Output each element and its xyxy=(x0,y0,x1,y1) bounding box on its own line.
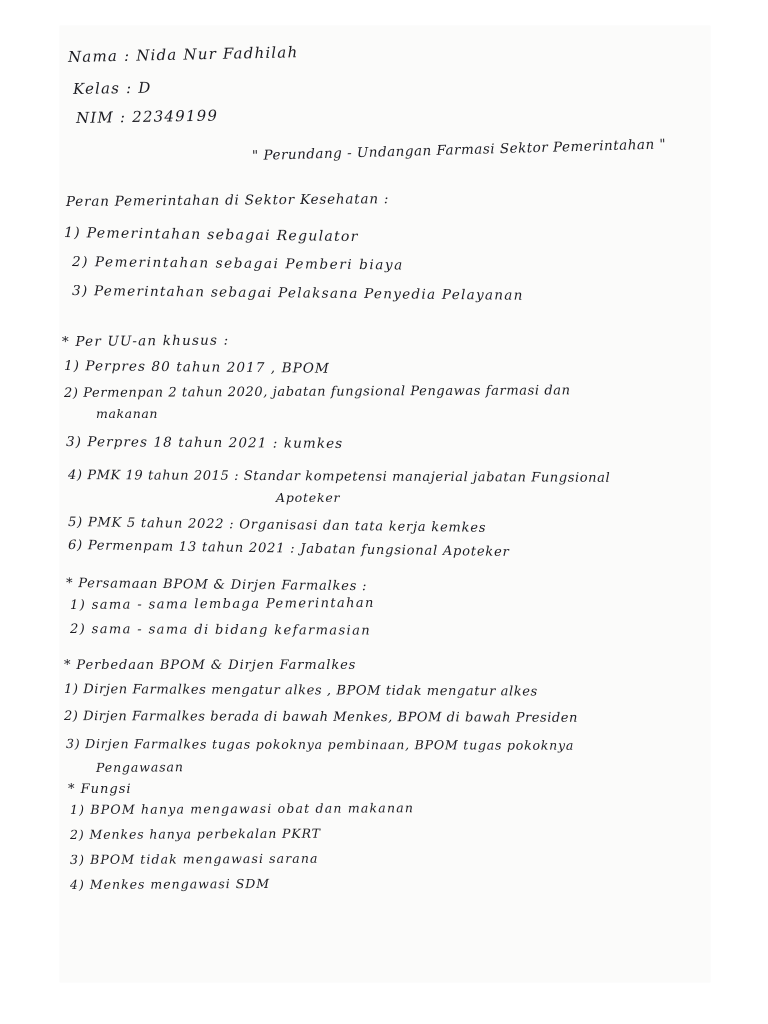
peruuan-item-4-cont: Apoteker xyxy=(276,490,341,505)
student-nim: NIM : 22349199 xyxy=(75,106,219,127)
peran-item-3: 3) Pemerintahan sebagai Pelaksana Penyedia Pelayanan xyxy=(71,283,524,304)
fungsi-item-1: 1) BPOM hanya mengawasi obat dan makanan xyxy=(69,800,415,817)
peruuan-item-4: 4) PMK 19 tahun 2015 : Standar kompetensi manajerial jabatan Fungsional xyxy=(67,468,611,486)
page-title: " Perundang - Undangan Farmasi Sektor Pemerintahan " xyxy=(251,136,667,164)
fungsi-item-2: 2) Menkes hanya perbekalan PKRT xyxy=(69,825,321,842)
peruuan-item-2-cont: makanan xyxy=(96,406,159,421)
peruuan-item-1: 1) Perpres 80 tahun 2017 , BPOM xyxy=(63,358,330,377)
fungsi-heading: * Fungsi xyxy=(68,782,132,797)
perbedaan-heading: * Perbedaan BPOM & Dirjen Farmalkes xyxy=(64,658,357,673)
peruuan-item-6: 6) Permenpam 13 tahun 2021 : Jabatan fungsional Apoteker xyxy=(67,538,510,560)
student-class: Kelas : D xyxy=(72,78,152,98)
student-name: Nama : Nida Nur Fadhilah xyxy=(67,43,299,66)
perbedaan-item-1: 1) Dirjen Farmalkes mengatur alkes , BPOM tidak mengatur alkes xyxy=(63,682,538,700)
perbedaan-item-3-cont: Pengawasan xyxy=(95,759,184,775)
peruuan-heading: * Per UU-an khusus : xyxy=(61,332,230,350)
persamaan-heading: * Persamaan BPOM & Dirjen Farmalkes : xyxy=(65,576,368,595)
persamaan-item-2: 2) sama - sama di bidang kefarmasian xyxy=(69,622,372,639)
persamaan-item-1: 1) sama - sama lembaga Pemerintahan xyxy=(69,595,375,613)
perbedaan-item-3: 3) Dirjen Farmalkes tugas pokoknya pembinaan, BPOM tugas pokoknya xyxy=(65,736,575,753)
fungsi-item-3: 3) BPOM tidak mengawasi sarana xyxy=(69,850,319,867)
peruuan-item-3: 3) Perpres 18 tahun 2021 : kumkes xyxy=(65,434,344,452)
peran-item-2: 2) Pemerintahan sebagai Pemberi biaya xyxy=(71,254,404,274)
peruuan-item-2: 2) Permenpan 2 tahun 2020, jabatan fungsional Pengawas farmasi dan xyxy=(63,383,571,401)
peran-heading: Peran Pemerintahan di Sektor Kesehatan : xyxy=(65,191,390,210)
fungsi-item-4: 4) Menkes mengawasi SDM xyxy=(69,875,271,892)
peran-item-1: 1) Pemerintahan sebagai Regulator xyxy=(63,225,359,246)
perbedaan-item-2: 2) Dirjen Farmalkes berada di bawah Menkes, BPOM di bawah Presiden xyxy=(63,709,579,726)
peruuan-item-5: 5) PMK 5 tahun 2022 : Organisasi dan tata kerja kemkes xyxy=(67,515,487,536)
